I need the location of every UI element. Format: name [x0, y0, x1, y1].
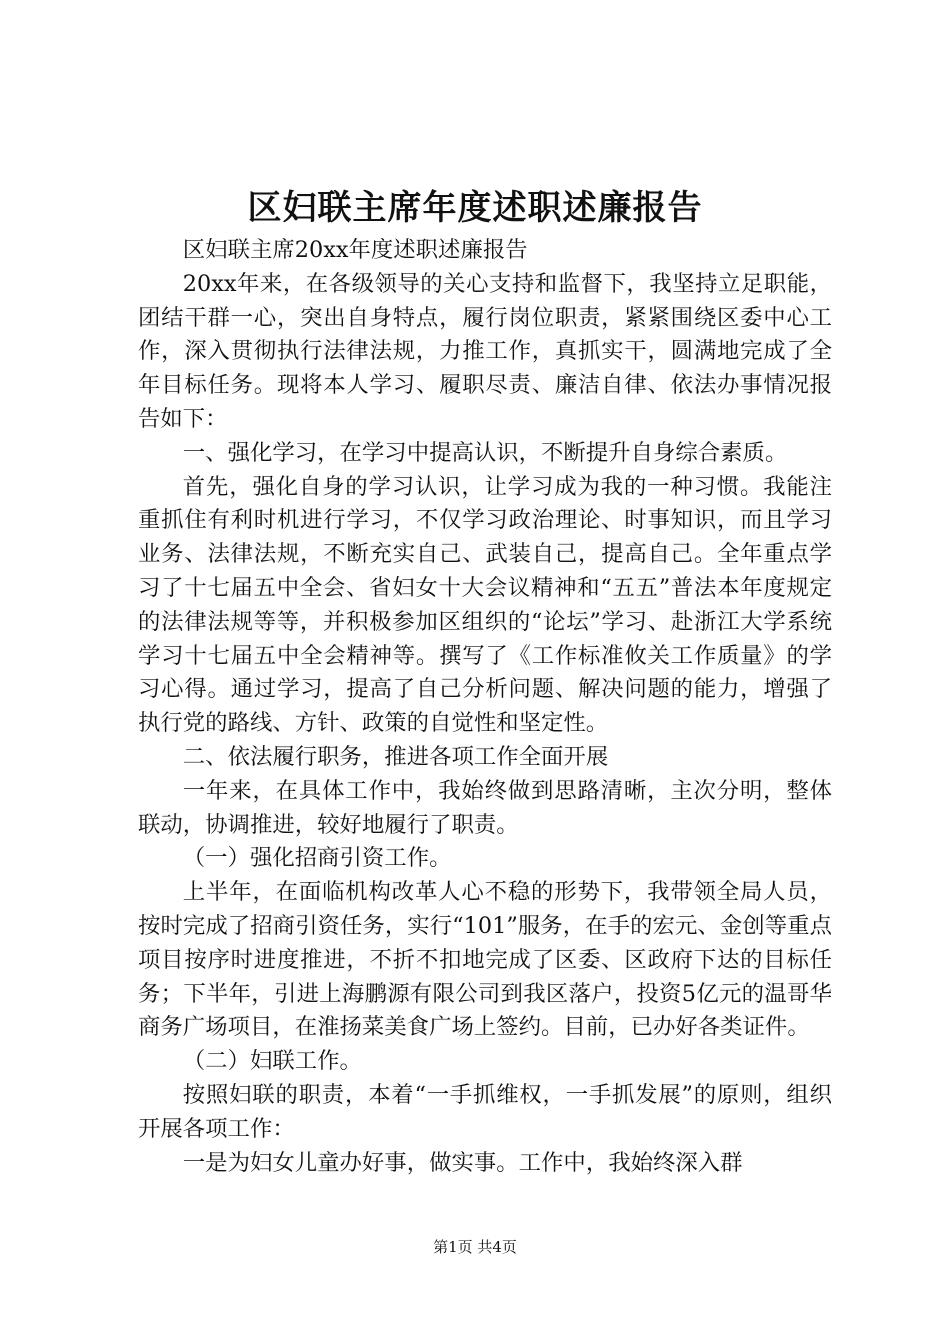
paragraph-study: 首先，强化自身的学习认识，让学习成为我的一种习惯。我能注重抓住有利时机进行学习，不仅学习政治理论、时事知识，而且学习业务、法律法规，不断充实自己、武装自己，提高自己。全年重点学习了十七届五中全会、省妇女十大会议精神和“五五”普法本年度规定的法律法规等等，并积极参加区组织的“论坛”学习、赴浙江大学系统学习十七届五中全会精神等。撰写了《工作标准攸关工作质量》的学习心得。通过学习，提高了自己分析问题、解决问题的能力，增强了执行党的路线、方针、政策的自觉性和坚定性。 [138, 473, 832, 737]
paragraph-subtitle: 区妇联主席20xx年度述职述廉报告 [182, 237, 528, 263]
section-heading-2: 二、依法履行职务，推进各项工作全面开展 [182, 743, 609, 770]
paragraph-federation: 按照妇联的职责，本着“一手抓维权，一手抓发展”的原则，组织开展各项工作： [138, 1081, 832, 1142]
paragraph-intro: 20xx年来，在各级领导的关心支持和监督下，我坚持立足职能，团结干群一心，突出自身特点，履行岗位职责，紧紧围绕区委中心工作，深入贯彻执行法律法规，力推工作，真抓实干，圆满地完成了全年目标任务。现将本人学习、履职尽责、廉洁自律、依法办事情况报告如下： [138, 270, 832, 432]
document-title: 区妇联主席年度述职述廉报告 [247, 188, 703, 228]
page-footer: 第1页 共4页 [433, 1238, 517, 1256]
section-heading-1: 一、强化学习，在学习中提高认识，不断提升自身综合素质。 [182, 439, 788, 466]
document-body [138, 234, 832, 1180]
subsection-heading-1: （一）强化招商引资工作。 [182, 845, 452, 872]
paragraph-duties: 一年来，在具体工作中，我始终做到思路清晰，主次分明，整体联动，协调推进，较好地履行了职责。 [138, 777, 832, 838]
paragraph-investment: 上半年，在面临机构改革人心不稳的形势下，我带领全局人员，按时完成了招商引资任务，实行“101”服务，在手的宏元、金创等重点项目按序时进度推进，不折不扣地完成了区委、区政府下达的目标任务；下半年，引进上海鹏源有限公司到我区落户，投资5亿元的温哥华商务广场项目，在淮扬菜美食广场上签约。目前，已办好各类证件。 [138, 879, 832, 1041]
subsection-heading-2: （二）妇联工作。 [182, 1048, 362, 1075]
paragraph-women-children: 一是为妇女儿童办好事，做实事。工作中，我始终深入群 [182, 1149, 743, 1176]
